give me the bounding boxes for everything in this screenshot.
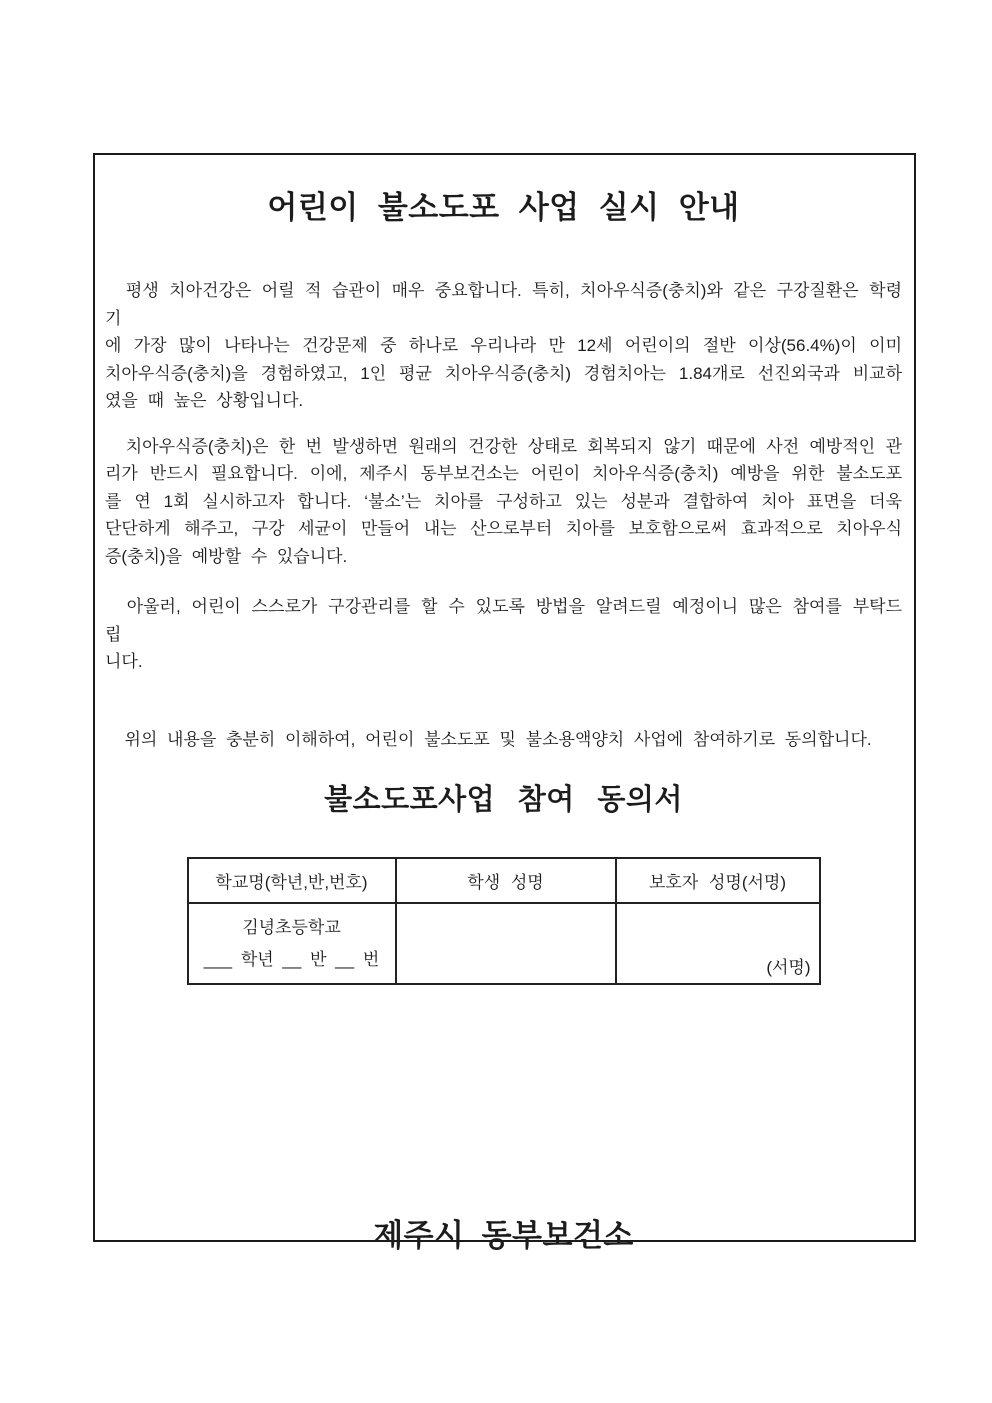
- consent-table-header-row: [188, 858, 820, 903]
- paragraph-line: 에 가장 많이 나타나는 건강문제 중 하나로 우리나라 만 12세 어린이의 절반 이상(56.4%)이 이미: [105, 336, 902, 355]
- paragraph: [105, 593, 902, 676]
- issuer-name: 제주시 동부보건소: [373, 1218, 634, 1253]
- consent-table: [187, 857, 821, 985]
- guardian-signature-cell: [616, 903, 820, 984]
- signature-label: (서명): [766, 958, 811, 977]
- paragraph: [105, 433, 902, 571]
- document-title: 어린이 불소도포 사업 실시 안내: [267, 190, 740, 225]
- paragraph-line: 리가 반드시 필요합니다. 이에, 제주시 동부보건소는 어린이 치아우식증(충치) 예방을 위한 불소도포: [105, 464, 902, 483]
- paragraph-line: 였을 때 높은 상황입니다.: [105, 391, 304, 410]
- paragraph-line: 치아우식증(충치)을 경험하였고, 1인 평균 치아우식증(충치) 경험치아는 1.84개로 선진외국과 비교하: [105, 363, 902, 383]
- paragraph-line: 증(충치)을 예방할 수 있습니다.: [105, 546, 348, 566]
- paragraph-line: 단단하게 해주고, 구강 세균이 만들어 내는 산으로부터 치아를 보호함으로써 효과적으로 치아우식: [105, 519, 902, 538]
- col-header-guardian-name: 보호자 성명(서명): [616, 858, 820, 903]
- consent-form-title: 불소도포사업 참여 동의서: [324, 784, 683, 816]
- col-header-student-name: 학생 성명: [396, 858, 616, 903]
- paragraph-line: 아울러, 어린이 스스로가 구강관리를 할 수 있도록 방법을 알려드릴 예정이니 많은 참여를 부탁드립: [105, 597, 902, 644]
- paragraph-line: 니다.: [105, 652, 143, 671]
- paragraph-line: 치아우식증(충치)은 한 번 발생하면 원래의 건강한 상태로 회복되지 않기 때문에 사전 예방적인 관: [105, 436, 902, 456]
- school-cell: [188, 903, 396, 984]
- paragraph-line: 위의 내용을 충분히 이해하여, 어린이 불소도포 및 불소용액양치 사업에 참여하기로 동의합니다.: [105, 729, 872, 749]
- paragraph: [105, 726, 902, 754]
- col-header-school: 학교명(학년,반,번호): [188, 858, 396, 903]
- paragraph-line: 평생 치아건강은 어릴 적 습관이 매우 중요합니다. 특히, 치아우식증(충치)와 같은 구강질환은 학령기: [105, 281, 902, 328]
- student-name-cell: [396, 903, 616, 984]
- consent-table-row: [188, 903, 820, 984]
- school-grade-class-number-blanks: ___ 학년 __ 반 __ 번: [203, 949, 380, 969]
- paragraph: [105, 277, 902, 415]
- body-paragraphs: [105, 277, 902, 753]
- document-border: [93, 153, 916, 1253]
- school-name: 김녕초등학교: [242, 917, 341, 937]
- paragraph-line: 를 연 1회 실시하고자 합니다. ‘불소’는 치아를 구성하고 있는 성분과 결합하여 치아 표면을 더욱: [105, 491, 902, 511]
